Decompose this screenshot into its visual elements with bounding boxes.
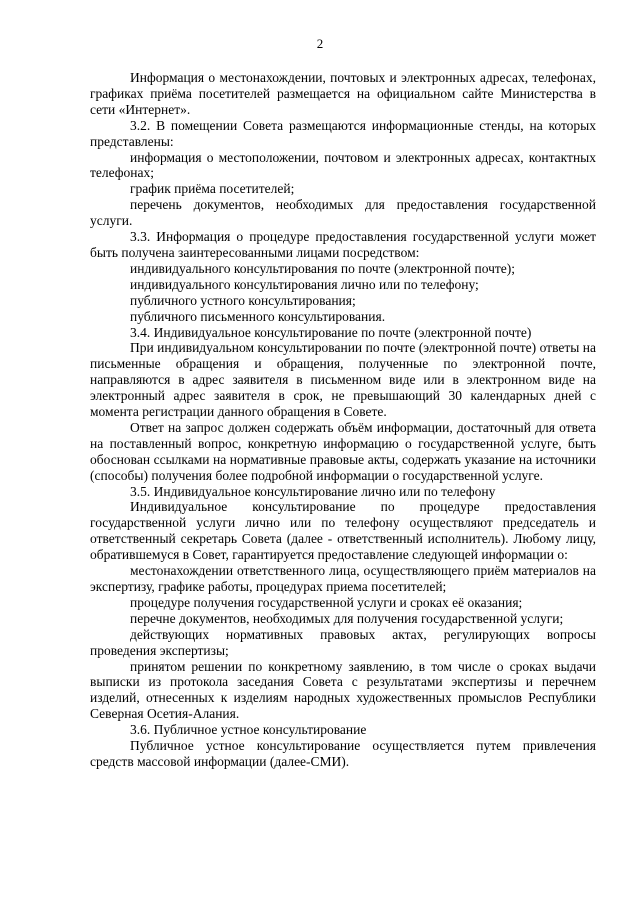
paragraph-personal-consulting: Индивидуальное консультирование по процедуре предоставления государственной услуги лично или по телефону осуществляют председатель и ответственный секретарь Совета (далее - ответственный исполнитель). Любому лицу, обратившемуся в Совет, гарантируется предоставление следующей информации о: [90,499,596,563]
paragraph-contacts-info: Информация о местонахождении, почтовых и электронных адресах, телефонах, графиках приёма посетителей размещается на официальном сайте Министерства в сети «Интернет». [90,70,596,117]
list-item-schedule: график приёма посетителей; [130,181,295,197]
paragraph-public-oral: Публичное устное консультирование осуществляется путем привлечения средств массовой информации (далее-СМИ). [90,738,596,769]
list-item-public-written: публичного письменного консультирования. [130,308,386,324]
paragraph-mail-answers: При индивидуальном консультировании по почте (электронной почте) ответы на письменные обращения и обращения, полученные по электронной почте, направляются в адрес заявителя в письменном виде или в электронном виде на электронный адрес заявителя в срок, не превышающий 30 календарных дней с момента регистрации данного обращения в Совете. [90,340,596,420]
list-item-location-info: информация о местоположении, почтовом и электронных адресах, контактных телефонах; [90,149,596,181]
page-number: 2 [316,36,324,51]
list-item-responsible-location: местонахождении ответственного лица, осуществляющего приём материалов на экспертизу, графике работы, процедурах приема посетителей; [90,563,596,594]
list-item-legal-acts: действующих нормативных правовых актах, регулирующих вопросы проведения экспертизы; [90,626,596,658]
paragraph-answer-content: Ответ на запрос должен содержать объём информации, достаточный для ответа на поставленный вопрос, конкретную информацию о государственной услуге, быть обоснован ссылками на нормативные правовые акты, содержать указание на источники (способы) получения более подробной информации о государственной услуге. [90,419,596,483]
document-body [90,70,596,770]
list-item-documents: перечень документов, необходимых для предоставления государственной услуги. [90,197,596,229]
list-item-decision: принятом решении по конкретному заявлению, в том числе о сроках выдачи выписки из протокола заседания Совета с результатами экспертизы и перечнем изделий, отнесенных к изделиям народных художественных промыслов Республики Северная Осетия-Алания. [90,658,596,722]
list-item-mail-consulting: индивидуального консультирования по почте (электронной почте); [130,260,516,276]
section-3-5-heading: 3.5. Индивидуальное консультирование лично или по телефону [130,483,496,499]
paragraph-3-2-heading: 3.2. В помещении Совета размещаются информационные стенды, на которых представлены: [90,117,596,149]
list-item-personal-consulting: индивидуального консультирования лично или по телефону; [130,276,479,292]
list-item-public-oral: публичного устного консультирования; [130,292,356,308]
paragraph-3-3-heading: 3.3. Информация о процедуре предоставления государственной услуги может быть получена заинтересованными лицами посредством: [90,229,596,260]
list-item-procedure: процедуре получения государственной услуги и сроках её оказания; [130,594,523,610]
section-3-6-heading: 3.6. Публичное устное консультирование [130,722,367,738]
section-3-4-heading: 3.4. Индивидуальное консультирование по почте (электронной почте) [130,324,532,340]
list-item-document-list: перечне документов, необходимых для получения государственной услуги; [130,610,564,626]
